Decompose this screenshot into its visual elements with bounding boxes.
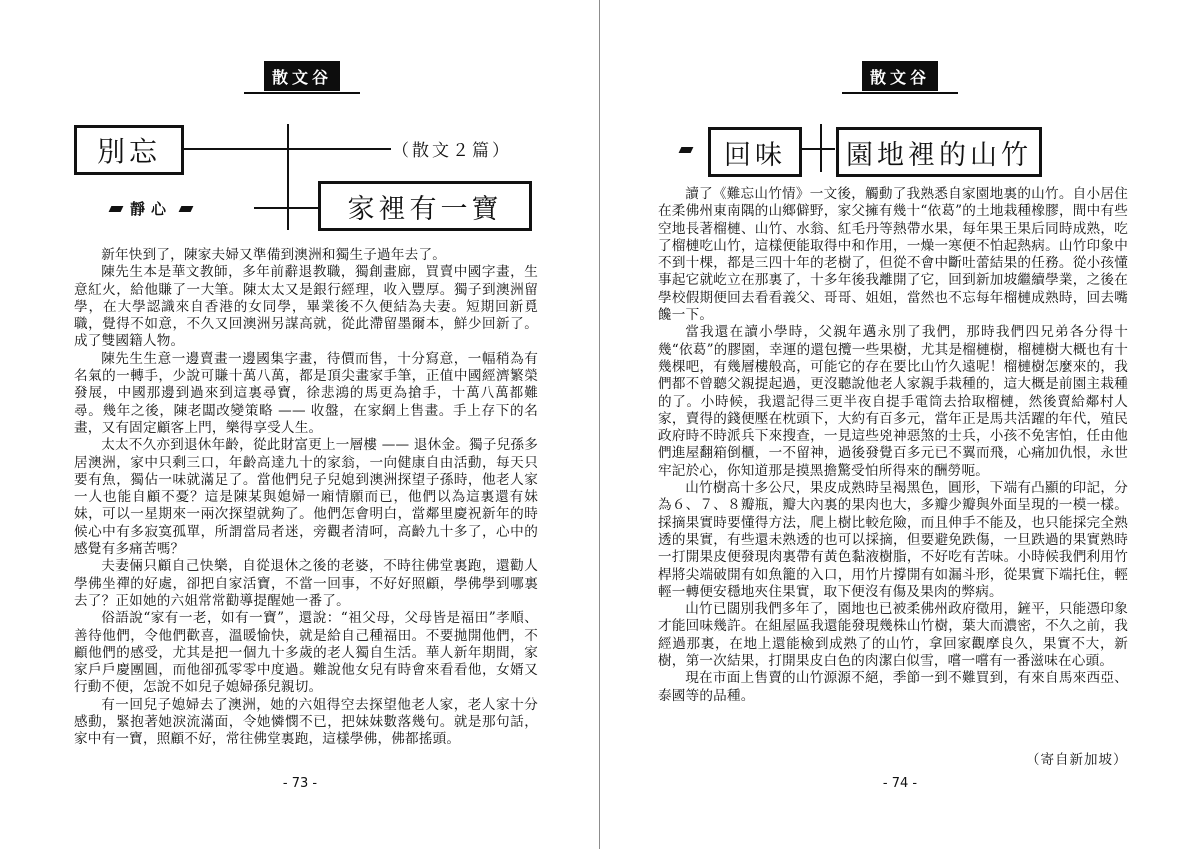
paragraph: 新年快到了，陳家夫婦又準備到澳洲和獨生子過年去了。 [101,247,447,263]
connector-line [820,124,822,172]
right-page [600,0,1200,849]
paragraph: 山竹已闊別我們多年了，園地也已被柔佛州政府徵用，鏟平，只能憑印象才能回味幾許。在組屋區我還能發現幾株山竹樹，葉大而濃密，不久之前，我經過那裏，在地上還能檢到成熟了的山竹，拿回家觀摩良久，果實不大，新樹，第一次結果，打開果皮白色的肉潔白似雪，嚐一嚐有一番滋味在心頭。 [658,601,1128,670]
paragraph: 當我還在讀小學時，父親年邁永別了我們，那時我們四兄弟各分得十幾“依葛”的膠園，幸運的還包攬一些果樹，尤其是榴槤樹，榴槤樹大概也有十幾棵吧，有幾層樓般高，可能它的存在要比山竹久遠呢！榴槤樹怎麼來的，我們都不曾聽父親提起過，更沒聽說他老人家親手栽種的，這大概是前園主栽種的了。小時候，我還記得三更半夜自提手電筒去拾取榴槤，然後賣給鄰村人家，賣得的錢便壓在枕頭下，大約有百多元，當年正是馬共活躍的年代，殖民政府時不時派兵下來搜查，一見這些兇神惡煞的士兵，小孩不免害怕，任由他們進屋翻箱倒櫃，一不留神，過後發覺百多元已不翼而飛，心痛加仇恨，永世牢記於心，你知道那是摸黑擔驚受怕所得來的酬勞呃。 [658,324,1128,479]
bullet-mark-icon [679,147,694,153]
essay-title: 家裡有一寶 [347,193,503,225]
author-name: 靜心 [130,200,173,218]
paragraph: 太太不久亦到退休年齡，從此財富更上一層樓 —— 退休金。獨子兒孫多居澳洲，家中只剩三口，年齡高達九十的家翁，一向健康自由活動，每天只要有魚，獨佔一味就滿足了。當他們兒子兒媳到澳洲探望子孫時，他老人家一人也能自顧不憂？這是陳某與媳婦一廂情願而已，他們以為這裏還有妹妹，可以一星期來一兩次探望就夠了。他們怎會明白，當鄰里慶祝新年的時候心中有多寂寞孤單，所謂當局者迷，旁觀者清呵，高齡九十多了，心中的感覺有多痛苦嗎？ [74,437,538,558]
page-number: - 74 - [882,776,918,791]
paragraph: 陳先生本是華文教師，多年前辭退教職，獨創畫廊，買賣中國字畫，生意紅火，給他賺了一大筆。陳太太又是銀行經理，收入豐厚。獨子到澳洲留學，在大學認識來自香港的女同學，畢業後不久便結為夫妻。短期回新覓職，覺得不如意，不久又回澳洲另謀高就，從此滯留墨爾本，鮮少回新了。成了雙國籍人物。 [74,264,538,350]
series-title-box [708,127,802,177]
essay-subtitle: （散文２篇） [392,141,512,161]
essay-body [658,186,1128,705]
paragraph: 山竹樹高十多公尺，果皮成熟時呈褐黑色，圓形，下端有凸顯的印記，分為６、７、８瓣瓶，瓣大內裏的果肉也大，多瓣少瓣與外面呈現的一模一樣。採摘果實時要懂得方法，爬上樹比較危險，而且伸手不能及，也只能採完全熟透的果實，有些還未熟透的也可以採摘，但要避免跌傷，一旦跌過的果實熟時一打開果皮便發現肉裏帶有黃色黏液樹脂，不好吃有苦味。小時候我們利用竹桿將尖端破開有如魚籠的入口，用竹片撐開有如漏斗形，從果實下端托住，輕輕一轉便安穩地夾住果實，取下便沒有傷及果肉的弊病。 [658,480,1128,600]
series-title-box [74,125,184,175]
page-number: - 73 - [282,776,318,791]
essay-title: 園地裡的山竹 [846,139,1032,171]
connector-line [254,207,318,209]
series-title: 別忘 [96,135,161,168]
connector-line [287,124,289,230]
connector-line [181,148,391,150]
paragraph: 現在市面上售賣的山竹源源不絕，季節一到不難買到，有來自馬來西亞、泰國等的品種。 [658,670,1128,704]
signoff: （寄自新加坡） [1026,752,1128,768]
connector-line [799,148,835,150]
paragraph: 俗語說“家有一老，如有一寶”，還說：“祖父母，父母皆是福田”孝順、善待他們，令他們歡喜，溫暖愉快，就是給自己種福田。不要拋開他們，不顧他們的感受，尤其是把一個九十多歲的老人獨自生活。華人新年期間，家家戶戶慶團圓，而他卻孤零零中度過。難說他女兒有時會來看看他，女婿又行動不便，怎說不如兒子媳婦孫兒親切。 [74,610,538,696]
essay-title-box [318,181,532,231]
paragraph: 夫妻倆只顧自己快樂，自從退休之後的老婆，不時往佛堂裏跑，還勸人學佛坐禪的好處，卻把自家活寶，不當一回事，不好好照顧，學佛學到哪裏去了？正如她的六姐常常勸導提醒她一番了。 [74,558,538,609]
column-banner: 散文谷 [862,61,938,91]
paragraph: 陳先生生意一邊賣畫一邊國集字畫，待價而售，十分寫意，一幅稍為有名氣的一轉手，少說可賺十萬八萬，都是頂尖畫家手筆，正值中國經濟繁榮發展，中國那邊到過來到這裏尋寶，徐悲鴻的馬更為搶手，十萬八萬都難尋。幾年之後，陳老闆改變策略 —— 收盤，在家網上售畫。手上存下的名畫，又有固定顧客上門，樂得享受人生。 [74,350,538,436]
bullet-mark-icon [179,206,194,212]
bullet-mark-icon [109,206,124,212]
column-banner: 散文谷 [264,61,340,91]
series-title: 回味 [724,139,786,171]
author-line [110,198,192,219]
paragraph: 讀了《難忘山竹情》一文後，觸動了我熟悉自家園地裏的山竹。自小居住在柔佛州東南隅的山鄉僻野，家父擁有幾十“依葛”的土地栽種橡膠，間中有些空地長著榴槤、山竹、水翁、紅毛丹等熱帶水果，每年果王果后同時成熟，吃了榴槤吃山竹，這樣便能取得中和作用，一燥一寒便不怕起熱病。山竹印象中不到十棵，都是三四十年的老樹了，但從不會中斷吐蕾結果的任務。從小孩懂事起它就屹立在那裏了，十多年後我離開了它，回到新加坡繼續學業，之後在學校假期便回去看看義父、哥哥、姐姐，當然也不忘每年榴槤成熟時，回去嘴饞一下。 [658,186,1128,324]
paragraph: 有一回兒子媳婦去了澳洲，她的六姐得空去探望他老人家，老人家十分感動，緊抱著她淚流滿面，令她憐憫不已，把妹妹數落幾句。就是那句話，家中有一寶，照顧不好，常往佛堂裏跑，這樣學佛，佛都搖頭。 [74,696,538,748]
essay-body [74,247,538,749]
essay-title-box [836,127,1042,177]
